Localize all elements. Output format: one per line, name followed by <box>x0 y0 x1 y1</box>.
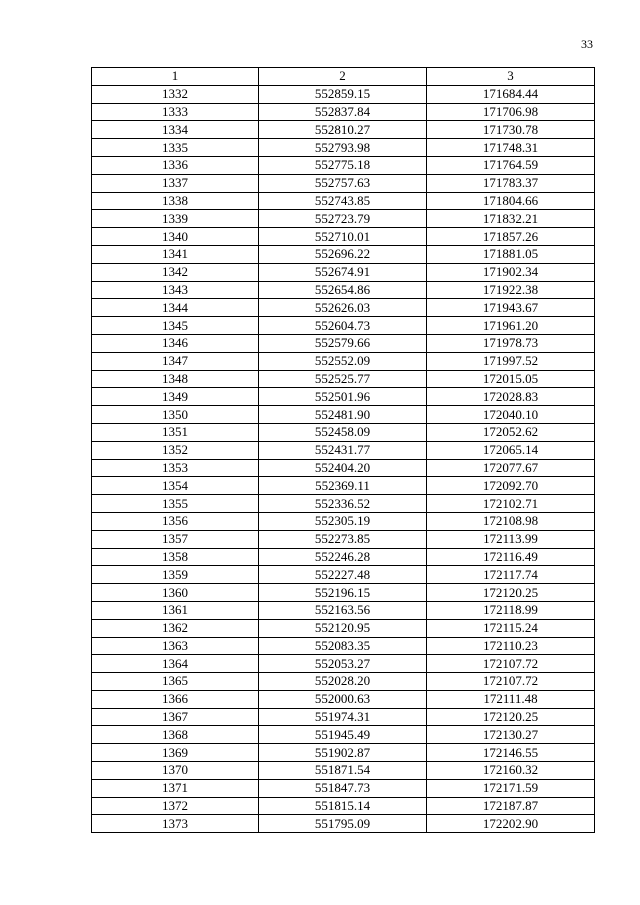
table-row <box>92 708 595 726</box>
table-row <box>92 584 595 602</box>
x-coordinate-cell: 552481.90 <box>259 406 427 424</box>
point-number-cell: 1369 <box>92 744 259 762</box>
point-number-cell: 1363 <box>92 637 259 655</box>
x-coordinate-cell: 552810.27 <box>259 121 427 139</box>
x-coordinate-cell: 552196.15 <box>259 584 427 602</box>
x-coordinate-cell: 552710.01 <box>259 228 427 246</box>
x-coordinate-cell: 552757.63 <box>259 174 427 192</box>
point-number-cell: 1348 <box>92 370 259 388</box>
y-coordinate-cell: 172040.10 <box>427 406 595 424</box>
point-number-cell: 1352 <box>92 441 259 459</box>
point-number-cell: 1358 <box>92 548 259 566</box>
point-number-cell: 1332 <box>92 85 259 103</box>
table-row <box>92 726 595 744</box>
table-row <box>92 156 595 174</box>
y-coordinate-cell: 172130.27 <box>427 726 595 744</box>
table-row <box>92 548 595 566</box>
table-row <box>92 174 595 192</box>
x-coordinate-cell: 552837.84 <box>259 103 427 121</box>
point-number-cell: 1346 <box>92 334 259 352</box>
table-row <box>92 815 595 833</box>
table-row <box>92 281 595 299</box>
y-coordinate-cell: 171943.67 <box>427 299 595 317</box>
y-coordinate-cell: 172118.99 <box>427 601 595 619</box>
table-row <box>92 637 595 655</box>
point-number-cell: 1372 <box>92 797 259 815</box>
table-row <box>92 317 595 335</box>
y-coordinate-cell: 171832.21 <box>427 210 595 228</box>
point-number-cell: 1371 <box>92 779 259 797</box>
point-number-cell: 1350 <box>92 406 259 424</box>
y-coordinate-cell: 172028.83 <box>427 388 595 406</box>
point-number-cell: 1370 <box>92 762 259 780</box>
column-header-3: 3 <box>427 68 595 86</box>
x-coordinate-cell: 551902.87 <box>259 744 427 762</box>
point-number-cell: 1337 <box>92 174 259 192</box>
table-row <box>92 192 595 210</box>
point-number-cell: 1364 <box>92 655 259 673</box>
y-coordinate-cell: 171783.37 <box>427 174 595 192</box>
table-row <box>92 103 595 121</box>
x-coordinate-cell: 552246.28 <box>259 548 427 566</box>
point-number-cell: 1341 <box>92 245 259 263</box>
y-coordinate-cell: 171764.59 <box>427 156 595 174</box>
x-coordinate-cell: 552696.22 <box>259 245 427 263</box>
point-number-cell: 1373 <box>92 815 259 833</box>
point-number-cell: 1339 <box>92 210 259 228</box>
table-row <box>92 121 595 139</box>
point-number-cell: 1356 <box>92 512 259 530</box>
point-number-cell: 1365 <box>92 673 259 691</box>
y-coordinate-cell: 172092.70 <box>427 477 595 495</box>
y-coordinate-cell: 172077.67 <box>427 459 595 477</box>
y-coordinate-cell: 172107.72 <box>427 673 595 691</box>
x-coordinate-cell: 552404.20 <box>259 459 427 477</box>
point-number-cell: 1336 <box>92 156 259 174</box>
y-coordinate-cell: 171922.38 <box>427 281 595 299</box>
x-coordinate-cell: 552273.85 <box>259 530 427 548</box>
y-coordinate-cell: 172160.32 <box>427 762 595 780</box>
table-row <box>92 655 595 673</box>
y-coordinate-cell: 172107.72 <box>427 655 595 673</box>
x-coordinate-cell: 552552.09 <box>259 352 427 370</box>
point-number-cell: 1353 <box>92 459 259 477</box>
x-coordinate-cell: 552579.66 <box>259 334 427 352</box>
y-coordinate-cell: 172117.74 <box>427 566 595 584</box>
coordinates-table <box>91 67 595 833</box>
y-coordinate-cell: 171684.44 <box>427 85 595 103</box>
page-number: 33 <box>581 37 593 51</box>
point-number-cell: 1361 <box>92 601 259 619</box>
point-number-cell: 1334 <box>92 121 259 139</box>
x-coordinate-cell: 552120.95 <box>259 619 427 637</box>
y-coordinate-cell: 172120.25 <box>427 708 595 726</box>
point-number-cell: 1354 <box>92 477 259 495</box>
table-row <box>92 228 595 246</box>
y-coordinate-cell: 172120.25 <box>427 584 595 602</box>
table-row <box>92 477 595 495</box>
y-coordinate-cell: 172052.62 <box>427 423 595 441</box>
x-coordinate-cell: 552743.85 <box>259 192 427 210</box>
y-coordinate-cell: 171961.20 <box>427 317 595 335</box>
table-row <box>92 512 595 530</box>
table-row <box>92 744 595 762</box>
x-coordinate-cell: 552604.73 <box>259 317 427 335</box>
table-row <box>92 210 595 228</box>
x-coordinate-cell: 551795.09 <box>259 815 427 833</box>
table-row <box>92 690 595 708</box>
point-number-cell: 1345 <box>92 317 259 335</box>
point-number-cell: 1333 <box>92 103 259 121</box>
x-coordinate-cell: 551815.14 <box>259 797 427 815</box>
table-row <box>92 601 595 619</box>
x-coordinate-cell: 551847.73 <box>259 779 427 797</box>
y-coordinate-cell: 171706.98 <box>427 103 595 121</box>
table-row <box>92 334 595 352</box>
table-row <box>92 245 595 263</box>
point-number-cell: 1343 <box>92 281 259 299</box>
x-coordinate-cell: 551871.54 <box>259 762 427 780</box>
y-coordinate-cell: 172108.98 <box>427 512 595 530</box>
y-coordinate-cell: 171902.34 <box>427 263 595 281</box>
point-number-cell: 1347 <box>92 352 259 370</box>
y-coordinate-cell: 172202.90 <box>427 815 595 833</box>
x-coordinate-cell: 551945.49 <box>259 726 427 744</box>
table-header-row <box>92 68 595 86</box>
x-coordinate-cell: 552000.63 <box>259 690 427 708</box>
table-row <box>92 673 595 691</box>
y-coordinate-cell: 172116.49 <box>427 548 595 566</box>
table-row <box>92 388 595 406</box>
point-number-cell: 1359 <box>92 566 259 584</box>
table-row <box>92 406 595 424</box>
point-number-cell: 1357 <box>92 530 259 548</box>
x-coordinate-cell: 552083.35 <box>259 637 427 655</box>
x-coordinate-cell: 552227.48 <box>259 566 427 584</box>
y-coordinate-cell: 171804.66 <box>427 192 595 210</box>
table-row <box>92 459 595 477</box>
table-row <box>92 495 595 513</box>
x-coordinate-cell: 552431.77 <box>259 441 427 459</box>
table-body <box>92 85 595 832</box>
x-coordinate-cell: 552163.56 <box>259 601 427 619</box>
x-coordinate-cell: 552501.96 <box>259 388 427 406</box>
y-coordinate-cell: 172065.14 <box>427 441 595 459</box>
point-number-cell: 1338 <box>92 192 259 210</box>
x-coordinate-cell: 552859.15 <box>259 85 427 103</box>
point-number-cell: 1355 <box>92 495 259 513</box>
table-row <box>92 352 595 370</box>
y-coordinate-cell: 171857.26 <box>427 228 595 246</box>
x-coordinate-cell: 552723.79 <box>259 210 427 228</box>
table-row <box>92 762 595 780</box>
x-coordinate-cell: 552336.52 <box>259 495 427 513</box>
x-coordinate-cell: 552369.11 <box>259 477 427 495</box>
table-row <box>92 139 595 157</box>
table-row <box>92 423 595 441</box>
point-number-cell: 1344 <box>92 299 259 317</box>
table-row <box>92 779 595 797</box>
x-coordinate-cell: 552775.18 <box>259 156 427 174</box>
point-number-cell: 1351 <box>92 423 259 441</box>
point-number-cell: 1368 <box>92 726 259 744</box>
point-number-cell: 1335 <box>92 139 259 157</box>
y-coordinate-cell: 171978.73 <box>427 334 595 352</box>
x-coordinate-cell: 552028.20 <box>259 673 427 691</box>
y-coordinate-cell: 172146.55 <box>427 744 595 762</box>
table-row <box>92 441 595 459</box>
table-row <box>92 370 595 388</box>
y-coordinate-cell: 171748.31 <box>427 139 595 157</box>
table-row <box>92 566 595 584</box>
y-coordinate-cell: 172110.23 <box>427 637 595 655</box>
table-row <box>92 619 595 637</box>
table-row <box>92 263 595 281</box>
point-number-cell: 1342 <box>92 263 259 281</box>
point-number-cell: 1366 <box>92 690 259 708</box>
column-header-2: 2 <box>259 68 427 86</box>
y-coordinate-cell: 172111.48 <box>427 690 595 708</box>
point-number-cell: 1340 <box>92 228 259 246</box>
point-number-cell: 1360 <box>92 584 259 602</box>
x-coordinate-cell: 552626.03 <box>259 299 427 317</box>
x-coordinate-cell: 552793.98 <box>259 139 427 157</box>
table-row <box>92 530 595 548</box>
y-coordinate-cell: 172187.87 <box>427 797 595 815</box>
point-number-cell: 1362 <box>92 619 259 637</box>
x-coordinate-cell: 552458.09 <box>259 423 427 441</box>
table-row <box>92 797 595 815</box>
table-row <box>92 299 595 317</box>
y-coordinate-cell: 172102.71 <box>427 495 595 513</box>
y-coordinate-cell: 171997.52 <box>427 352 595 370</box>
y-coordinate-cell: 171881.05 <box>427 245 595 263</box>
x-coordinate-cell: 552654.86 <box>259 281 427 299</box>
point-number-cell: 1349 <box>92 388 259 406</box>
y-coordinate-cell: 172171.59 <box>427 779 595 797</box>
y-coordinate-cell: 172113.99 <box>427 530 595 548</box>
x-coordinate-cell: 552674.91 <box>259 263 427 281</box>
x-coordinate-cell: 552525.77 <box>259 370 427 388</box>
x-coordinate-cell: 552305.19 <box>259 512 427 530</box>
point-number-cell: 1367 <box>92 708 259 726</box>
column-header-1: 1 <box>92 68 259 86</box>
x-coordinate-cell: 552053.27 <box>259 655 427 673</box>
y-coordinate-cell: 172115.24 <box>427 619 595 637</box>
x-coordinate-cell: 551974.31 <box>259 708 427 726</box>
y-coordinate-cell: 172015.05 <box>427 370 595 388</box>
table-row <box>92 85 595 103</box>
y-coordinate-cell: 171730.78 <box>427 121 595 139</box>
